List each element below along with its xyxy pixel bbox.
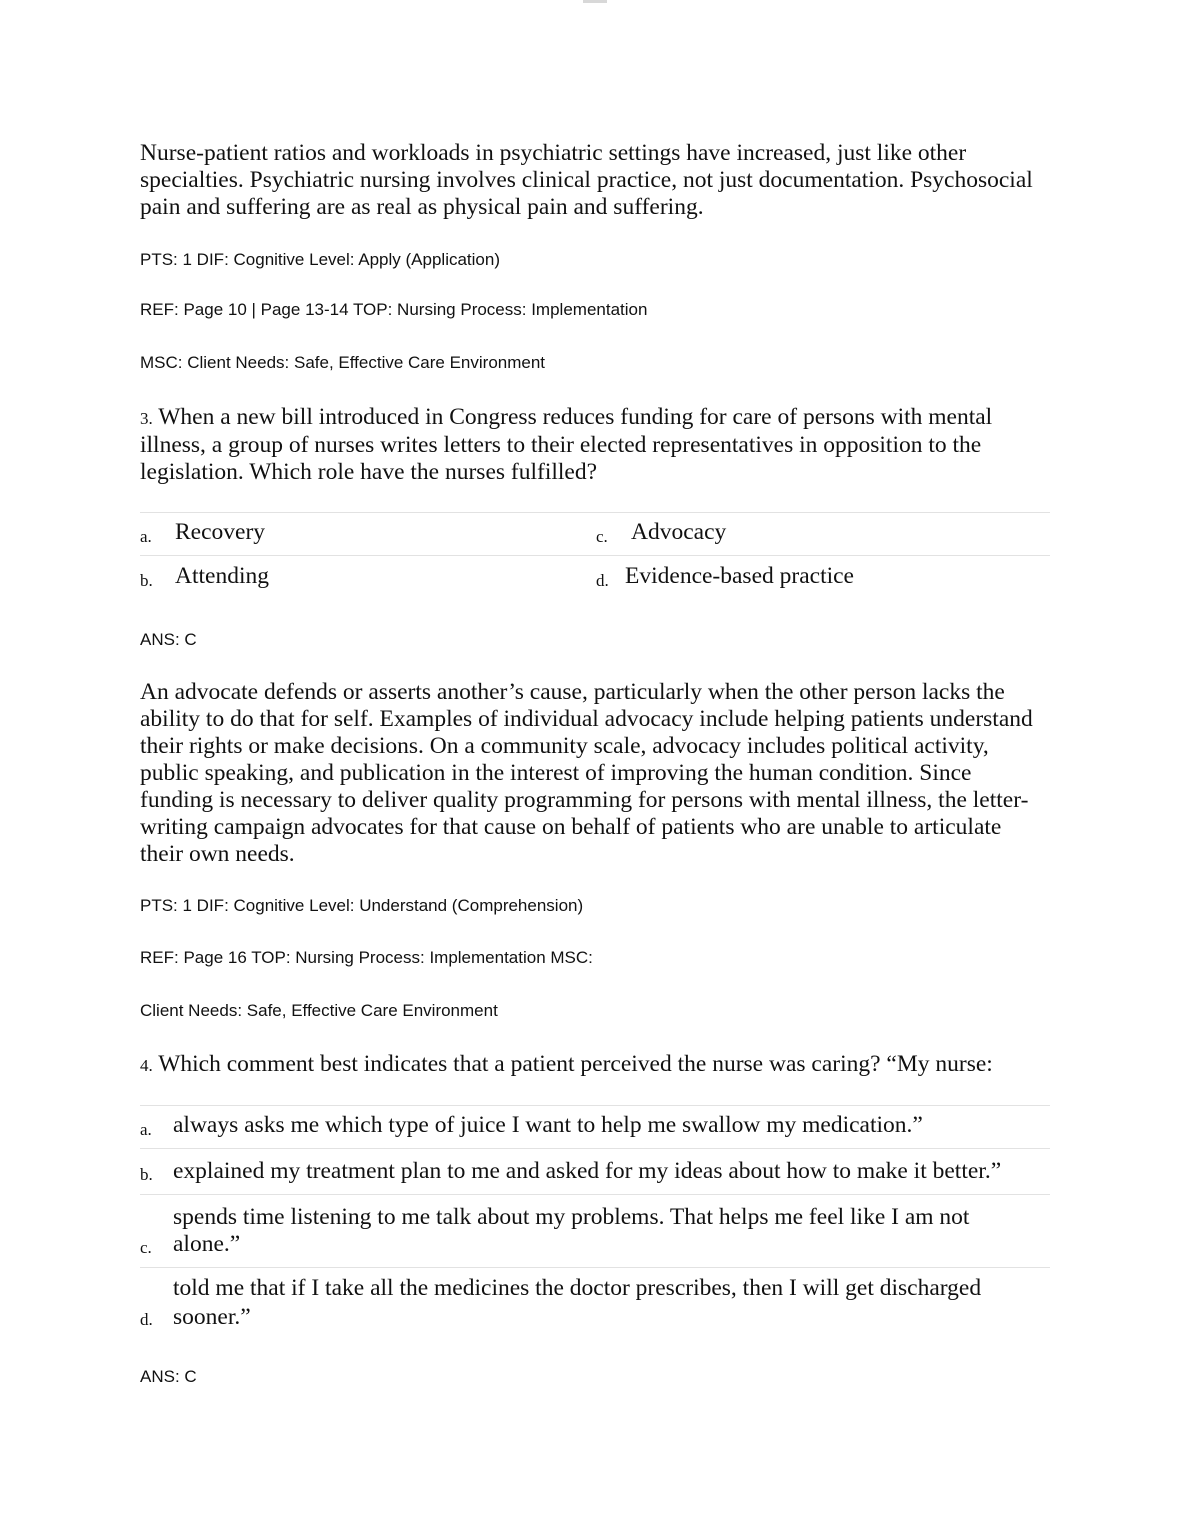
q2-ref-line: REF: Page 10 | Page 13-14 TOP: Nursing Process: Implementation [140,300,648,319]
q3-rationale: An advocate defends or asserts another’s cause, particularly when the other person lacks the ability to do that for self. Examples of individual advocacy include helping patients understand their rights or make decisions. On a community scale, advocacy includes political activity, public speaking, and publication in the interest of improving the human condition. Since funding is necessary to deliver quality programming for persons with mental illness, the letter- writing campaign advocates for that cause on behalf of patients who are unable to articulate their own needs. [140,679,1033,867]
q4-option-a-letter: a. [140,1120,152,1139]
q4-options-divider-4 [140,1267,1050,1268]
q4-option-b-letter: b. [140,1165,153,1184]
q4-options-divider-1 [140,1105,1050,1106]
q3-option-a-letter: a. [140,527,152,546]
q3-option-b-text: Attending [175,563,269,589]
q4-option-a-text: always asks me which type of juice I want to help me swallow my medication.” [173,1112,923,1138]
q3-option-d-text: Evidence-based practice [625,563,854,589]
q3-option-b-letter: b. [140,571,153,590]
q2-pts-line: PTS: 1 DIF: Cognitive Level: Apply (Application) [140,250,500,269]
top-page-mark [583,0,607,3]
q3-stem-text: When a new bill introduced in Congress reduces funding for care of persons with mental illness, a group of nurses writes letters to their elected representatives in opposition to the legislation. Which role have the nurses fulfilled? [140,404,993,485]
q4-stem-text: Which comment best indicates that a patient perceived the nurse was caring? “My nurse: [158,1051,993,1077]
q4-option-c-letter: c. [140,1238,152,1257]
q3-option-c-letter: c. [596,527,608,546]
q4-stem [140,1051,1050,1079]
q3-ref-line: REF: Page 16 TOP: Nursing Process: Implementation MSC: [140,948,593,967]
q4-options-divider-3 [140,1194,1050,1195]
q4-option-d-letter: d. [140,1310,153,1329]
q3-options-top-divider [140,512,1050,513]
q4-option-b-text: explained my treatment plan to me and asked for my ideas about how to make it better.” [173,1158,1002,1184]
q3-msc-line: Client Needs: Safe, Effective Care Environment [140,1001,498,1020]
q3-number: 3. [140,409,153,428]
q3-option-c-text: Advocacy [631,519,727,545]
q3-answer: ANS: C [140,630,197,649]
q3-options-mid-divider [140,555,1050,556]
q3-option-a-text: Recovery [175,519,266,545]
intro-rationale: Nurse-patient ratios and workloads in psychiatric settings have increased, just like other specialties. Psychiatric nursing involves clinical practice, not just documentation. Psychosocial pain and suffering are as real as physical pain and suffering. [140,140,1033,220]
q4-option-d-text: told me that if I take all the medicines the doctor prescribes, then I will get discharged sooner.” [173,1275,982,1330]
q4-number: 4. [140,1056,153,1075]
q4-answer: ANS: C [140,1367,197,1386]
q3-option-d-letter: d. [596,571,609,590]
q3-stem [140,404,1050,486]
q4-options-divider-2 [140,1148,1050,1149]
q2-msc-line: MSC: Client Needs: Safe, Effective Care Environment [140,353,546,372]
q3-pts-line: PTS: 1 DIF: Cognitive Level: Understand (Comprehension) [140,896,584,915]
q4-option-c-text: spends time listening to me talk about my problems. That helps me feel like I am not alone.” [173,1204,970,1257]
